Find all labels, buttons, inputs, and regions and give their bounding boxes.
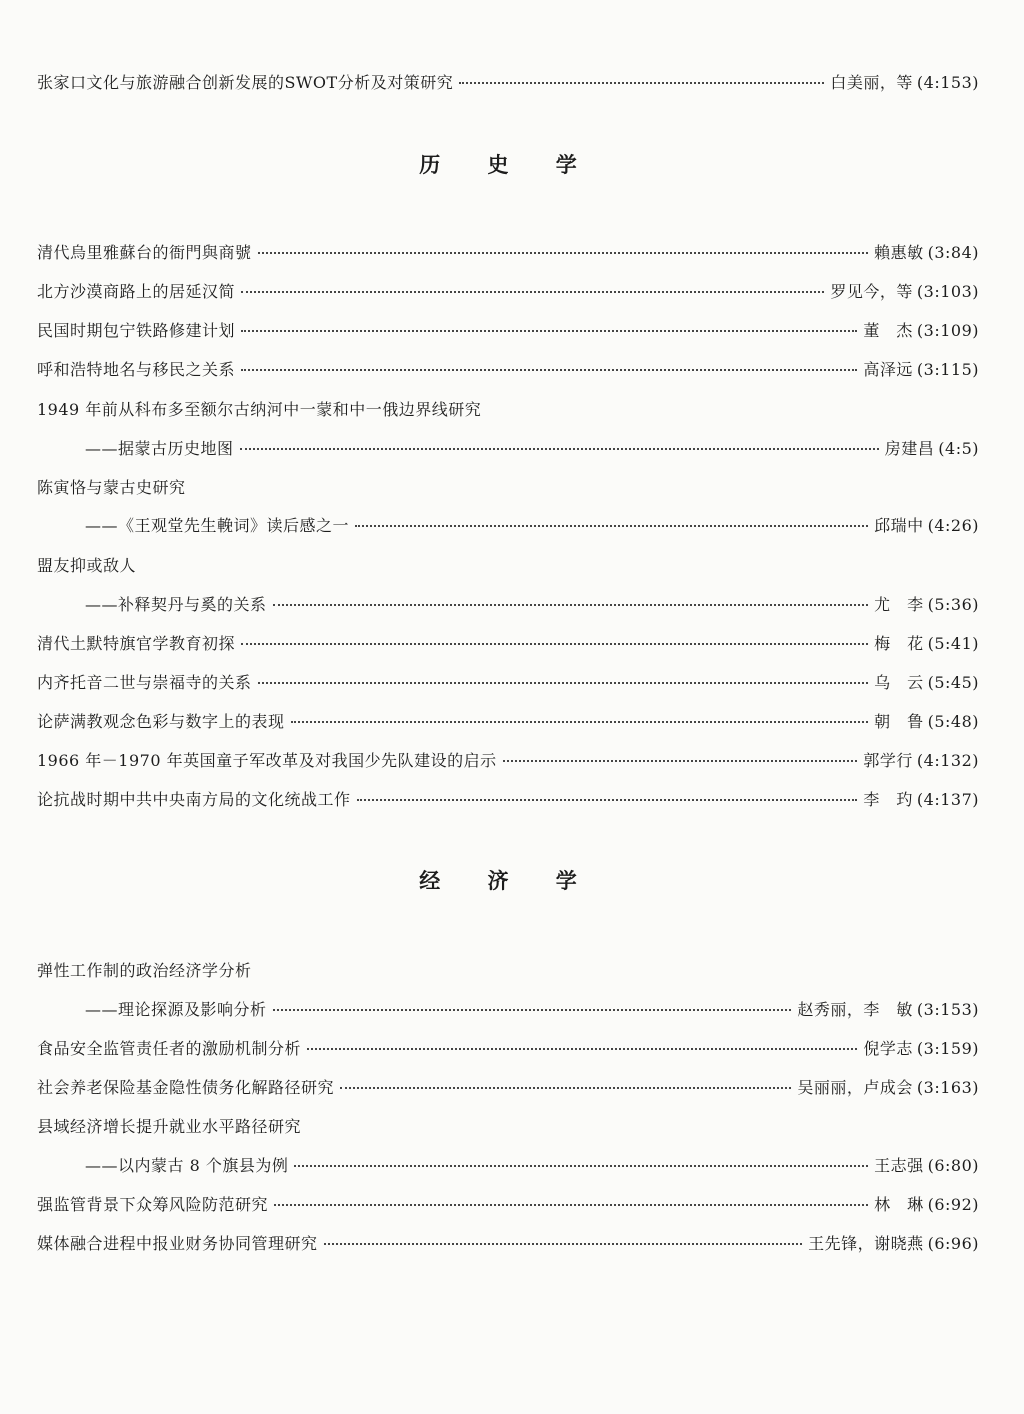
- entry-heading: 陈寅恪与蒙古史研究: [37, 478, 186, 497]
- entry-author: 王志强: [874, 1156, 924, 1175]
- dot-leader: [274, 1204, 868, 1206]
- entry-author: 罗见今，等: [830, 282, 913, 301]
- dot-leader: [357, 799, 858, 801]
- entry-author: 房建昌: [884, 439, 935, 458]
- entry-author: 乌 云: [874, 673, 924, 692]
- dot-leader: [258, 682, 869, 684]
- entry-ref: (4:5): [938, 439, 979, 458]
- entry-subtitle: ——理论探源及影响分析: [85, 1000, 267, 1019]
- dot-leader: [291, 721, 869, 723]
- toc-subentry: [85, 436, 979, 462]
- entry-author: 赵秀丽，李 敏: [797, 1000, 913, 1019]
- entry-ref: (6:96): [927, 1234, 979, 1253]
- entry-author: 董 杰: [863, 321, 913, 340]
- entry-ref: (4:137): [916, 790, 979, 809]
- dot-leader: [241, 643, 868, 645]
- entry-author: 梅 花: [874, 634, 924, 653]
- entry-author: 倪学志: [863, 1039, 913, 1058]
- entry-heading: 盟友抑或敌人: [37, 556, 137, 575]
- entry-ref: (4:153): [916, 73, 979, 92]
- dot-leader: [324, 1243, 803, 1245]
- toc-entry: [37, 1231, 979, 1257]
- section-title-history: 历 史 学: [419, 153, 597, 177]
- entry-ref: (5:41): [927, 634, 979, 653]
- entry-subtitle: ——《王观堂先生輓词》读后感之一: [85, 516, 350, 535]
- entry-ref: (6:92): [927, 1195, 979, 1214]
- section-title-economics: 经 济 学: [419, 869, 597, 893]
- toc-subentry: [85, 513, 979, 539]
- toc-entry: [37, 240, 979, 266]
- dot-leader: [503, 760, 858, 762]
- toc-page: [37, 0, 979, 1414]
- entry-title: 北方沙漠商路上的居延汉简: [37, 282, 236, 301]
- dot-leader: [241, 291, 824, 293]
- entry-ref: (5:36): [927, 595, 979, 614]
- entry-ref: (3:153): [916, 1000, 979, 1019]
- dot-leader: [258, 252, 869, 254]
- toc-entry: [37, 279, 979, 305]
- entry-ref: (5:48): [927, 712, 979, 731]
- toc-entry: [37, 787, 979, 813]
- entry-title: 社会养老保险基金隐性债务化解路径研究: [37, 1078, 335, 1097]
- entry-ref: (3:115): [916, 360, 979, 379]
- entry-title: 张家口文化与旅游融合创新发展的SWOT分析及对策研究: [37, 73, 454, 92]
- toc-subentry: [85, 997, 979, 1023]
- entry-author: 王先锋，谢晓燕: [808, 1234, 924, 1253]
- dot-leader: [307, 1048, 857, 1050]
- toc-entry: [37, 1036, 979, 1062]
- entry-subtitle: ——以内蒙古 8 个旗县为例: [85, 1156, 289, 1175]
- dot-leader: [241, 369, 857, 371]
- entry-author: 李 玓: [863, 790, 913, 809]
- toc-entry: [37, 357, 979, 383]
- entry-ref: (3:163): [916, 1078, 979, 1097]
- toc-entry: [37, 318, 979, 344]
- toc-entry: [37, 1075, 979, 1101]
- entry-author: 朝 鲁: [874, 712, 924, 731]
- toc-entry: [37, 631, 979, 657]
- entry-title: 呼和浩特地名与移民之关系: [37, 360, 236, 379]
- toc-entry: [37, 670, 979, 696]
- toc-subentry: [85, 1153, 979, 1179]
- dot-leader: [459, 82, 824, 84]
- entry-ref: (3:103): [916, 282, 979, 301]
- entry-ref: (3:84): [927, 243, 979, 262]
- dot-leader: [340, 1087, 791, 1089]
- dot-leader: [355, 525, 868, 527]
- entry-author: 林 琳: [874, 1195, 924, 1214]
- entry-ref: (5:45): [927, 673, 979, 692]
- toc-entry: [37, 1192, 979, 1218]
- entry-title: 媒体融合进程中报业财务协同管理研究: [37, 1234, 318, 1253]
- entry-heading: 弹性工作制的政治经济学分析: [37, 961, 252, 980]
- toc-subentry: [85, 592, 979, 618]
- entry-author: 賴惠敏: [874, 243, 924, 262]
- entry-author: 邱瑞中: [874, 516, 924, 535]
- entry-title: 内齐托音二世与崇福寺的关系: [37, 673, 252, 692]
- entry-title: 强监管背景下众筹风险防范研究: [37, 1195, 269, 1214]
- entry-title: 民国时期包宁铁路修建计划: [37, 321, 236, 340]
- dot-leader: [241, 330, 857, 332]
- entry-subtitle: ——补释契丹与奚的关系: [85, 595, 267, 614]
- entry-author: 吴丽丽，卢成会: [797, 1078, 913, 1097]
- entry-ref: (4:132): [916, 751, 979, 770]
- entry-heading: 1949 年前从科布多至额尔古纳河中一蒙和中一俄边界线研究: [37, 400, 482, 419]
- entry-title: 论抗战时期中共中央南方局的文化统战工作: [37, 790, 351, 809]
- entry-author: 郭学行: [863, 751, 913, 770]
- dot-leader: [273, 604, 869, 606]
- toc-entry: [37, 70, 979, 96]
- entry-ref: (3:109): [916, 321, 979, 340]
- entry-subtitle: ——据蒙古历史地图: [85, 439, 234, 458]
- entry-heading: 县域经济增长提升就业水平路径研究: [37, 1117, 302, 1136]
- entry-title: 清代烏里雅蘇台的衙門與商號: [37, 243, 252, 262]
- entry-ref: (4:26): [927, 516, 979, 535]
- entry-author: 白美丽，等: [830, 73, 913, 92]
- entry-author: 高泽远: [863, 360, 913, 379]
- entry-title: 1966 年－1970 年英国童子军改革及对我国少先队建设的启示: [37, 751, 497, 770]
- entry-title: 论萨满教观念色彩与数字上的表现: [37, 712, 285, 731]
- entry-title: 食品安全监管责任者的激励机制分析: [37, 1039, 302, 1058]
- entry-ref: (6:80): [927, 1156, 979, 1175]
- entry-ref: (3:159): [916, 1039, 979, 1058]
- entry-title: 清代土默特旗官学教育初探: [37, 634, 236, 653]
- dot-leader: [294, 1165, 868, 1167]
- dot-leader: [240, 448, 879, 450]
- toc-entry: [37, 709, 979, 735]
- entry-author: 尤 李: [874, 595, 924, 614]
- dot-leader: [273, 1009, 792, 1011]
- toc-entry: [37, 748, 979, 774]
